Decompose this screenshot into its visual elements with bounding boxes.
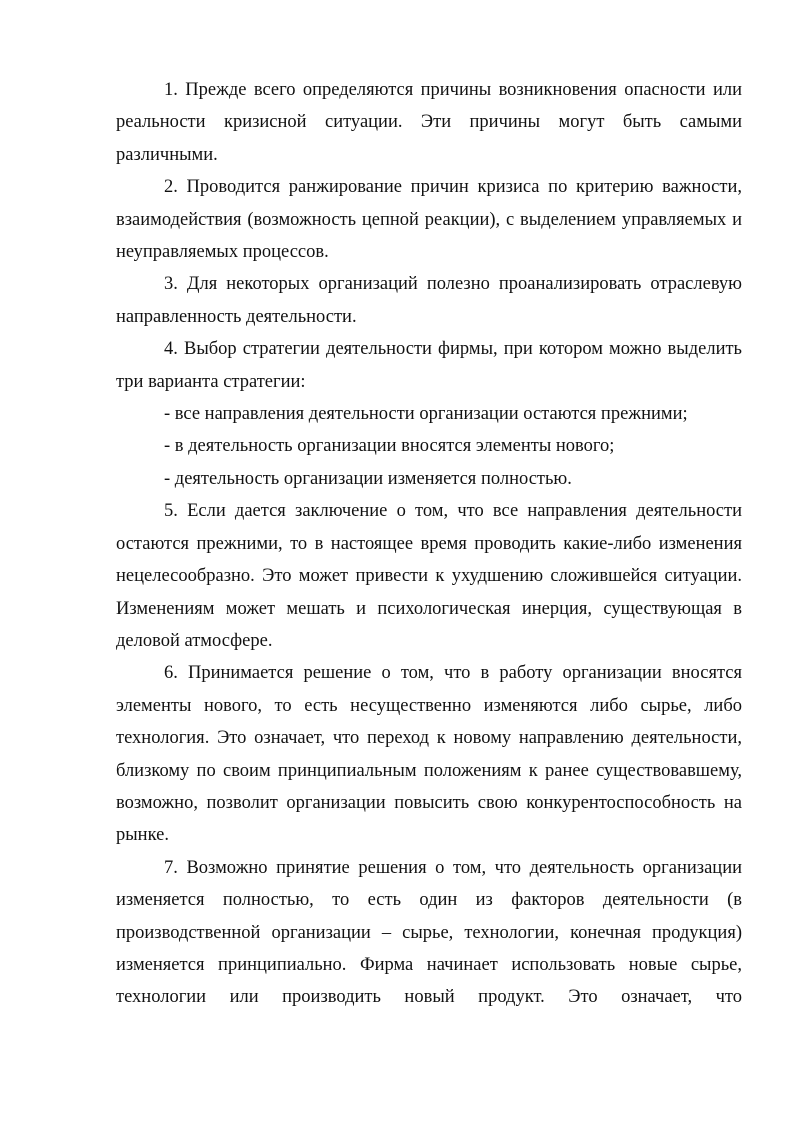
paragraph-6: 6. Принимается решение о том, что в работу организации вносятся элементы нового, то есть несущественно изменяются либо сырье, либо технология. Это означает, что переход к новому направлению деятельности, близкому по своим принципиальным положениям к ранее существовавшему, возможно, позволит организации повысить свою конкурентоспособность на рынке. [116,663,742,846]
paragraph-7: 7. Возможно принятие решения о том, что деятельность организации изменяется полностью, то есть один из факторов деятельности (в производственной организации – сырье, технологии, конечная продукция) изменяется принципиально. Фирма начинает использовать новые сырье, технологии или производить новый продукт. Это означает, что [116,857,742,1008]
list-item-2: - в деятельность организации вносятся элементы нового; [164,436,615,457]
list-item-3: - деятельность организации изменяется полностью. [164,468,572,489]
list-item-1: - все направления деятельности организации остаются прежними; [164,404,688,425]
paragraph-4: 4. Выбор стратегии деятельности фирмы, при котором можно выделить три варианта стратегии: [116,339,742,392]
paragraph-1: 1. Прежде всего определяются причины возникновения опасности или реальности кризисной ситуации. Эти причины могут быть самыми различными. [116,80,742,165]
paragraph-5: 5. Если дается заключение о том, что все направления деятельности остаются прежними, то в настоящее время проводить какие-либо изменения нецелесообразно. Это может привести к ухудшению сложившейся ситуации. Изменениям может мешать и психологическая инерция, существующая в деловой атмосфере. [116,501,742,651]
paragraph-2: 2. Проводится ранжирование причин кризиса по критерию важности, взаимодействия (возможность цепной реакции), с выделением управляемых и неуправляемых процессов. [116,177,742,263]
paragraph-3: 3. Для некоторых организаций полезно проанализировать отраслевую направленность деятельности. [116,274,742,327]
document-body [116,74,742,1014]
